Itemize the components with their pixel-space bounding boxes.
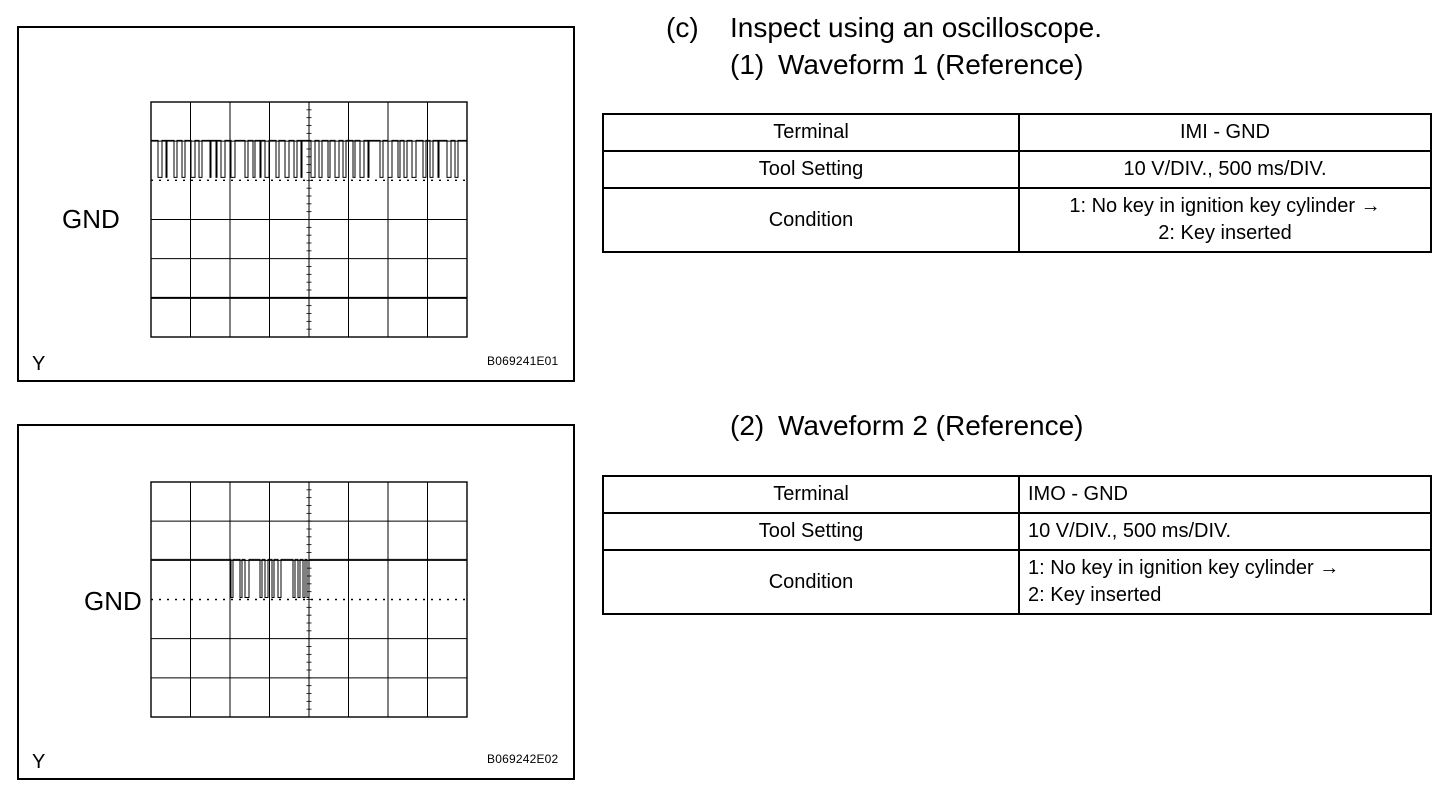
condition-value-line-2: 2: Key inserted — [1158, 222, 1292, 244]
table-row — [603, 188, 1431, 252]
scope-grid — [151, 482, 467, 717]
waveform-1-gnd-label: GND — [62, 204, 120, 234]
condition-label: Condition — [603, 188, 1019, 252]
condition-value — [1019, 188, 1431, 252]
waveform-2-figure-code: B069242E02 — [487, 752, 559, 766]
tool-setting-label: Tool Setting — [603, 151, 1019, 188]
tool-setting-label: Tool Setting — [603, 513, 1019, 550]
waveform-2-heading-text: Waveform 2 (Reference) — [778, 410, 1084, 441]
waveform-2-spec-table — [602, 475, 1432, 615]
scope-grid — [151, 102, 467, 337]
waveform-1-heading-text: Waveform 1 (Reference) — [778, 49, 1084, 80]
waveform-2-figure — [17, 424, 575, 780]
condition-value-line-1: 1: No key in ignition key cylinder → — [1069, 195, 1381, 217]
waveform-1-heading — [730, 49, 1084, 81]
table-row — [603, 476, 1431, 513]
terminal-label: Terminal — [603, 476, 1019, 513]
table-row — [603, 550, 1431, 614]
tool-setting-value: 10 V/DIV., 500 ms/DIV. — [1019, 151, 1431, 188]
terminal-value: IMI - GND — [1019, 114, 1431, 151]
waveform-1-heading-number: (1) — [730, 49, 765, 80]
waveform-2-heading-number: (2) — [730, 410, 765, 441]
waveform-2-trace — [151, 559, 467, 597]
condition-value-line-1: 1: No key in ignition key cylinder → — [1028, 557, 1340, 579]
condition-value — [1019, 550, 1431, 614]
terminal-value: IMO - GND — [1019, 476, 1431, 513]
table-row — [603, 513, 1431, 550]
waveform-1-figure-code: B069241E01 — [487, 354, 559, 368]
terminal-label: Terminal — [603, 114, 1019, 151]
condition-value-line-2: 2: Key inserted — [1028, 584, 1162, 606]
condition-label: Condition — [603, 550, 1019, 614]
table-row — [603, 151, 1431, 188]
section-heading — [666, 12, 1102, 44]
waveform-1-figure — [17, 26, 575, 382]
waveform-2-corner-mark: Y — [32, 751, 46, 773]
waveform-1-corner-mark: Y — [32, 353, 46, 375]
waveform-2-heading — [730, 410, 1084, 442]
section-marker: (c) — [666, 12, 699, 43]
waveform-1-spec-table — [602, 113, 1432, 253]
tool-setting-value: 10 V/DIV., 500 ms/DIV. — [1019, 513, 1431, 550]
section-title: Inspect using an oscilloscope. — [730, 12, 1102, 43]
table-row — [603, 114, 1431, 151]
waveform-2-gnd-label: GND — [84, 586, 142, 616]
